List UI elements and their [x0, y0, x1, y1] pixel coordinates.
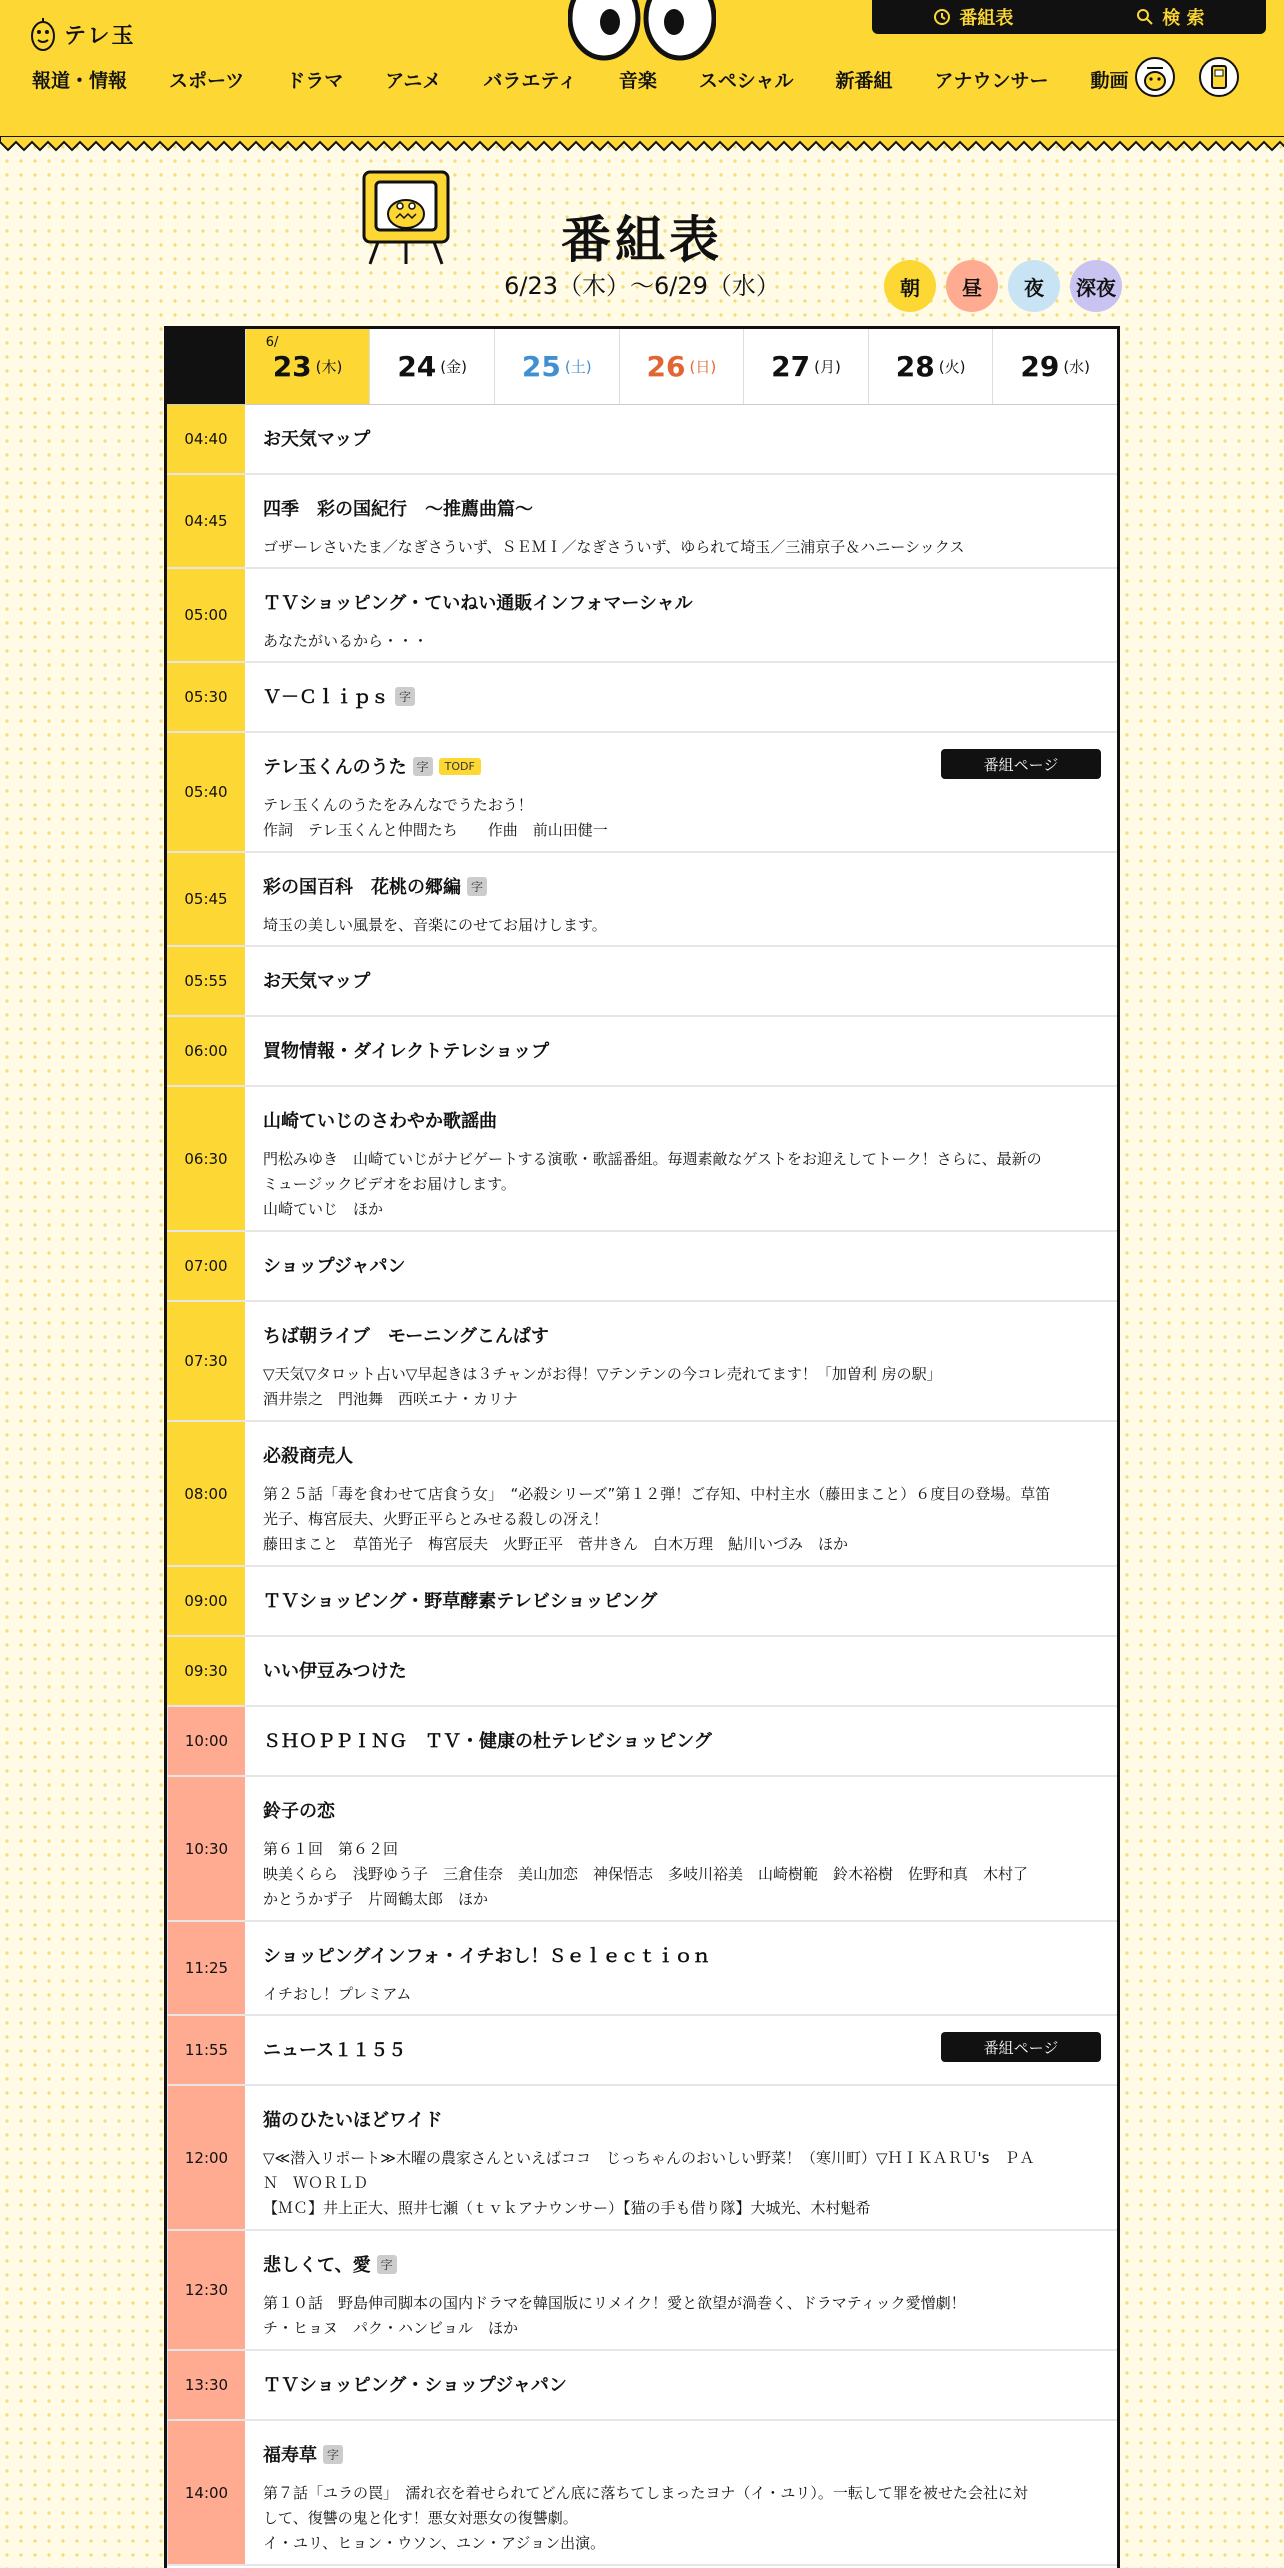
day-number: 26	[646, 350, 686, 383]
main-nav	[20, 66, 1129, 93]
program-title: 必殺商売人	[263, 1446, 353, 1467]
day-weekday: (月)	[814, 358, 841, 376]
program-description: 門松みゆき 山崎ていじがナビゲートする演歌・歌謡番組。毎週素敵なゲストをお迎えしてトーク！さらに、最新の	[263, 1150, 1042, 1168]
subtitle-badge: 字	[323, 2445, 343, 2464]
program-cell[interactable]	[245, 947, 1117, 1015]
day-weekday: (火)	[938, 358, 966, 376]
day-number: 28	[895, 350, 935, 383]
program-row	[167, 1302, 1117, 1422]
tod-late-night-button[interactable]: 深夜	[1070, 260, 1122, 312]
program-cell[interactable]	[245, 2086, 1117, 2229]
program-title: ニュース１１５５	[263, 2040, 407, 2061]
site-header	[0, 0, 1284, 140]
data-broadcast-icon[interactable]	[1198, 56, 1240, 98]
program-title: ショッピングインフォ・イチおし！Ｓｅｌｅｃｔｉｏｎ	[263, 1946, 711, 1967]
program-title: 猫のひたいほどワイド	[263, 2110, 443, 2131]
program-schedule	[164, 326, 1120, 2568]
program-row	[167, 2016, 1117, 2086]
program-row	[167, 1017, 1117, 1087]
program-row	[167, 1422, 1117, 1567]
schedule-link[interactable]	[933, 4, 1013, 30]
day-weekday: (金)	[440, 358, 467, 376]
day-weekday: (日)	[689, 358, 717, 376]
program-row	[167, 733, 1117, 853]
program-description: ▽天気▽タロット占い▽早起きは３チャンがお得！▽テンテンの今コレ売れてます！「加曽利 房の駅」	[263, 1365, 942, 1383]
program-title: 悲しくて、愛	[263, 2255, 371, 2276]
top-utility-bar	[872, 0, 1266, 34]
nav-news[interactable]: 報道・情報	[32, 70, 128, 92]
day-month: 6/	[265, 335, 279, 350]
program-cell[interactable]	[245, 1777, 1117, 1920]
program-title: 鈴子の恋	[263, 1801, 335, 1822]
day-tab-29[interactable]	[992, 329, 1117, 404]
day-weekday: (木)	[315, 358, 343, 376]
program-description: ▽≪潜入リポート≫木曜の農家さんといえばココ じっちゃんのおいしい野菜！（寒川町）▽ＨＩＫＡＲＵ's ＰＡ	[263, 2149, 1035, 2167]
site-logo[interactable]	[30, 16, 136, 52]
program-time: 05:00	[167, 569, 245, 661]
program-row	[167, 2351, 1117, 2421]
program-time: 05:30	[167, 663, 245, 731]
program-description: 光子、梅宮辰夫、火野正平らとみせる殺しの冴え！	[263, 1510, 609, 1528]
program-cell[interactable]	[245, 1302, 1117, 1420]
program-description: Ｎ ＷＯＲＬＤ	[263, 2174, 369, 2192]
program-time: 09:00	[167, 1567, 245, 1635]
program-time: 11:55	[167, 2016, 245, 2084]
program-cell[interactable]	[245, 1567, 1117, 1635]
program-description: 山崎ていじ ほか	[263, 1200, 384, 1218]
program-title: 山崎ていじのさわやか歌謡曲	[263, 1111, 497, 1132]
program-row	[167, 1777, 1117, 1922]
date-range: 6/23（木）〜6/29（水）	[504, 272, 780, 300]
program-time: 13:30	[167, 2351, 245, 2419]
program-row	[167, 569, 1117, 663]
day-tab-28[interactable]	[868, 329, 993, 404]
program-row	[167, 2421, 1117, 2566]
day-number: 27	[771, 350, 811, 383]
program-row	[167, 405, 1117, 475]
program-description: イチおし！プレミアム	[263, 1985, 412, 2003]
program-cell[interactable]	[245, 2351, 1117, 2419]
day-tabs-corner	[167, 329, 245, 404]
program-time: 09:30	[167, 1637, 245, 1705]
program-description: 第６１回 第６２回	[263, 1840, 399, 1858]
program-description: 第２５話「毒を食わせて店食う女」 “必殺シリーズ”第１２弾！ご存知、中村主水（藤田まこと）６度目の登場。草笛	[263, 1485, 1051, 1503]
clock-icon	[933, 8, 951, 26]
day-number: 29	[1020, 350, 1060, 383]
program-description: 藤田まこと 草笛光子 梅宮辰夫 火野正平 菅井きん 白木万理 鮎川いづみ ほか	[263, 1535, 849, 1553]
day-number: 24	[397, 350, 437, 383]
program-title: ちば朝ライブ モーニングこんぱす	[263, 1326, 549, 1347]
subtitle-badge: 字	[467, 877, 487, 896]
program-time: 10:00	[167, 1707, 245, 1775]
program-time: 07:30	[167, 1302, 245, 1420]
program-row	[167, 853, 1117, 947]
tele-tama-mascot-icon	[30, 16, 56, 52]
program-cell[interactable]	[245, 1087, 1117, 1230]
program-row	[167, 1637, 1117, 1707]
program-title: Ｖ－Ｃｌｉｐｓ	[263, 687, 389, 708]
program-time: 04:40	[167, 405, 245, 473]
program-time: 05:40	[167, 733, 245, 851]
program-title: お天気マップ	[263, 429, 371, 450]
program-time: 05:55	[167, 947, 245, 1015]
program-cell[interactable]	[245, 663, 1117, 731]
program-title: お天気マップ	[263, 971, 371, 992]
program-time: 06:30	[167, 1087, 245, 1230]
program-cell[interactable]	[245, 1017, 1117, 1085]
day-tab-24[interactable]	[369, 329, 494, 404]
program-time: 12:30	[167, 2231, 245, 2349]
day-tab-25[interactable]	[494, 329, 619, 404]
program-title: ショップジャパン	[263, 1256, 406, 1277]
todf-badge: TODF	[439, 758, 481, 775]
program-description: 作詞 テレ玉くんと仲間たち 作曲 前山田健一	[263, 821, 608, 839]
schedule-link-label: 番組表	[959, 8, 1014, 29]
program-description: 【ＭＣ】井上正大、照井七瀬（ｔｖｋアナウンサー）【猫の手も借り隊】大城光、木村魁希	[263, 2199, 871, 2217]
program-description: 埼玉の美しい風景を、音楽にのせてお届けします。	[263, 916, 607, 934]
day-weekday: (土)	[564, 358, 592, 376]
program-title: 福寿草	[263, 2445, 317, 2466]
program-description: ミュージックビデオをお届けします。	[263, 1175, 516, 1193]
program-cell[interactable]	[245, 2016, 1117, 2084]
day-tab-23[interactable]	[245, 329, 370, 404]
program-time: 10:30	[167, 1777, 245, 1920]
program-description: 第７話「ユラの罠」 濡れ衣を着せられてどん底に落ちてしまったヨナ（イ・ユリ）。一転して罪を被せた会社に対	[263, 2484, 1028, 2502]
day-number: 25	[521, 350, 561, 383]
program-cell[interactable]	[245, 1922, 1117, 2014]
program-cell[interactable]	[245, 2421, 1117, 2564]
program-title: 四季 彩の国紀行 ～推薦曲篇～	[263, 499, 533, 520]
time-of-day-selector	[884, 260, 1122, 312]
tod-daytime-button[interactable]: 昼	[946, 260, 998, 312]
program-time: 08:00	[167, 1422, 245, 1565]
program-row	[167, 1232, 1117, 1302]
program-time: 12:00	[167, 2086, 245, 2229]
nav-variety[interactable]: バラエティ	[483, 70, 577, 92]
nav-drama[interactable]: ドラマ	[286, 70, 344, 92]
program-description: 映美くらら 浅野ゆう子 三倉佳奈 美山加恋 神保悟志 多岐川裕美 山崎樹範 鈴木裕樹 佐野和真 木村了	[263, 1865, 1029, 1883]
program-title: 買物情報・ダイレクトテレショップ	[263, 1041, 550, 1062]
day-tab-26[interactable]	[619, 329, 744, 404]
mascot-eyes-icon	[568, 0, 716, 62]
program-row	[167, 2086, 1117, 2231]
program-description: あなたがいるから・・・	[263, 632, 429, 650]
program-cell[interactable]	[245, 1232, 1117, 1300]
program-description: ゴザーレさいたま／なぎさういず、ＳＥＭＩ／なぎさういず、ゆられて埼玉／三浦京子＆ハニーシックス	[263, 538, 965, 556]
program-cell[interactable]	[245, 1637, 1117, 1705]
program-cell[interactable]	[245, 733, 1117, 851]
program-cell[interactable]	[245, 475, 1117, 567]
program-time: 14:00	[167, 2421, 245, 2564]
search-icon	[1136, 8, 1154, 26]
program-title: ＴＶショッピング・野草酵素テレビショッピング	[263, 1591, 658, 1612]
day-tabs	[167, 329, 1117, 405]
nav-special[interactable]: スペシャル	[698, 70, 794, 92]
program-cell[interactable]	[245, 1707, 1117, 1775]
program-title: ＴＶショッピング・ショップジャパン	[263, 2375, 567, 2396]
program-time: 04:45	[167, 475, 245, 567]
program-row	[167, 475, 1117, 569]
program-title: ＴＶショッピング・ていねい通販インフォマーシャル	[263, 593, 693, 614]
program-row	[167, 1087, 1117, 1232]
program-time: 05:45	[167, 853, 245, 945]
program-cell[interactable]	[245, 2231, 1117, 2349]
program-row	[167, 1922, 1117, 2016]
program-time: 06:00	[167, 1017, 245, 1085]
program-description: して、復讐の鬼と化す！悪女対悪女の復讐劇。	[263, 2509, 578, 2527]
program-row	[167, 2231, 1117, 2351]
tod-night-button[interactable]: 夜	[1008, 260, 1060, 312]
subtitle-badge: 字	[377, 2255, 397, 2274]
program-title: いい伊豆みつけた	[263, 1661, 407, 1682]
program-cell[interactable]	[245, 569, 1117, 661]
program-cell[interactable]	[245, 405, 1117, 473]
program-description: かとうかず子 片岡鶴太郎 ほか	[263, 1890, 489, 1908]
program-description: イ・ユリ、ヒョン・ウソン、ユン・アジョン出演。	[263, 2534, 606, 2552]
nav-anime[interactable]: アニメ	[385, 70, 442, 92]
program-row	[167, 1567, 1117, 1637]
day-number: 23	[272, 350, 312, 383]
program-cell[interactable]	[245, 1422, 1117, 1565]
tod-morning-button[interactable]: 朝	[884, 260, 936, 312]
logo-text: テレ玉	[64, 23, 136, 49]
program-row	[167, 663, 1117, 733]
subtitle-badge: 字	[395, 687, 415, 706]
program-description: テレ玉くんのうたをみんなでうたおう！	[263, 796, 533, 814]
nav-new-programs[interactable]: 新番組	[835, 70, 893, 92]
program-cell[interactable]	[245, 853, 1117, 945]
nav-sports[interactable]: スポーツ	[169, 70, 245, 92]
header-zigzag-edge	[0, 136, 1284, 152]
program-description: 第１０話 野島伸司脚本の国内ドラマを韓国版にリメイク！愛と欲望が渦巻く、ドラマティック愛憎劇！	[263, 2294, 966, 2312]
program-title: 彩の国百科 花桃の郷編	[263, 877, 461, 898]
program-time: 11:25	[167, 1922, 245, 2014]
program-row	[167, 1707, 1117, 1777]
nav-videos[interactable]: 動画	[1090, 70, 1129, 92]
program-time: 07:00	[167, 1232, 245, 1300]
program-description: 酒井崇之 門池舞 西咲エナ・カリナ	[263, 1390, 518, 1408]
search-link[interactable]	[1136, 4, 1204, 30]
tele-tama-kun-icon[interactable]	[1134, 56, 1176, 98]
day-tab-27[interactable]	[743, 329, 868, 404]
program-page-button[interactable]: 番組ページ	[941, 749, 1101, 779]
nav-announcers[interactable]: アナウンサー	[934, 70, 1049, 92]
search-link-label: 検 索	[1162, 8, 1205, 29]
program-description: チ・ヒョヌ パク・ハンビョル ほか	[263, 2319, 519, 2337]
nav-icon-links	[1134, 56, 1240, 98]
program-row	[167, 947, 1117, 1017]
subtitle-badge: 字	[413, 757, 433, 776]
day-weekday: (水)	[1063, 358, 1091, 376]
program-title: ＳＨＯＰＰＩＮＧ ＴＶ・健康の杜テレビショッピング	[263, 1731, 712, 1752]
page-title: 番組表	[561, 211, 723, 269]
program-page-button[interactable]: 番組ページ	[941, 2032, 1101, 2062]
program-title: テレ玉くんのうた	[263, 757, 407, 778]
nav-music[interactable]: 音楽	[618, 70, 657, 92]
